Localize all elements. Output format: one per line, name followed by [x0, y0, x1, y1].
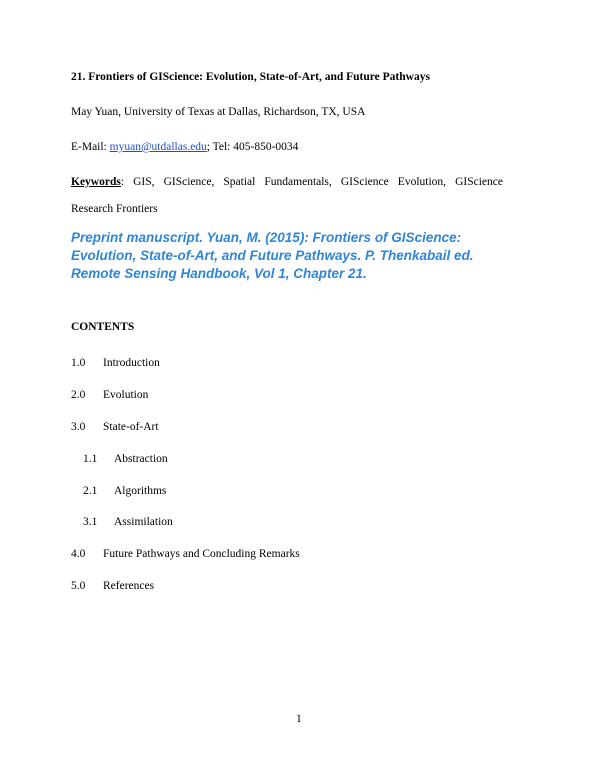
toc-number: 4.0 — [71, 548, 86, 560]
toc-label: State-of-Art — [103, 421, 159, 433]
preprint-line: Remote Sensing Handbook, Vol 1, Chapter 21. — [71, 266, 367, 281]
preprint-line: Evolution, State-of-Art, and Future Pathways. P. Thenkabail ed. — [71, 248, 474, 263]
toc-label: Assimilation — [114, 516, 173, 528]
keywords-list: : GIS, GIScience, Spatial Fundamentals, GIScience Evolution, GIScience — [120, 176, 503, 188]
preprint-notice — [71, 229, 531, 283]
keywords-label: Keywords — [71, 176, 121, 188]
paper-title: 21. Frontiers of GIScience: Evolution, State-of-Art, and Future Pathways — [71, 71, 430, 83]
contents-heading: CONTENTS — [71, 321, 135, 333]
author-affiliation: May Yuan, University of Texas at Dallas, Richardson, TX, USA — [71, 106, 366, 118]
toc-number: 2.1 — [83, 485, 98, 497]
toc-number: 1.0 — [71, 357, 86, 369]
toc-number: 2.0 — [71, 389, 86, 401]
toc-number: 3.0 — [71, 421, 86, 433]
toc-label: Abstraction — [114, 453, 168, 465]
toc-label: Algorithms — [114, 485, 167, 497]
toc-label: Introduction — [103, 357, 160, 369]
keywords-line — [71, 176, 503, 188]
toc-label: Future Pathways and Concluding Remarks — [103, 548, 300, 560]
keywords-continuation: Research Frontiers — [71, 203, 158, 215]
toc-number: 1.1 — [83, 453, 98, 465]
contact-line — [71, 141, 298, 153]
toc-label: References — [103, 580, 155, 592]
toc-label: Evolution — [103, 389, 149, 401]
preprint-line: Preprint manuscript. Yuan, M. (2015): Frontiers of GIScience: — [71, 230, 462, 245]
page-number: 1 — [296, 713, 302, 725]
toc-number: 3.1 — [83, 516, 98, 528]
email-prefix: E-Mail: — [71, 141, 110, 153]
email-link[interactable]: myuan@utdallas.edu — [109, 141, 207, 153]
toc-number: 5.0 — [71, 580, 86, 592]
telephone-text: ; Tel: 405-850-0034 — [206, 141, 299, 153]
